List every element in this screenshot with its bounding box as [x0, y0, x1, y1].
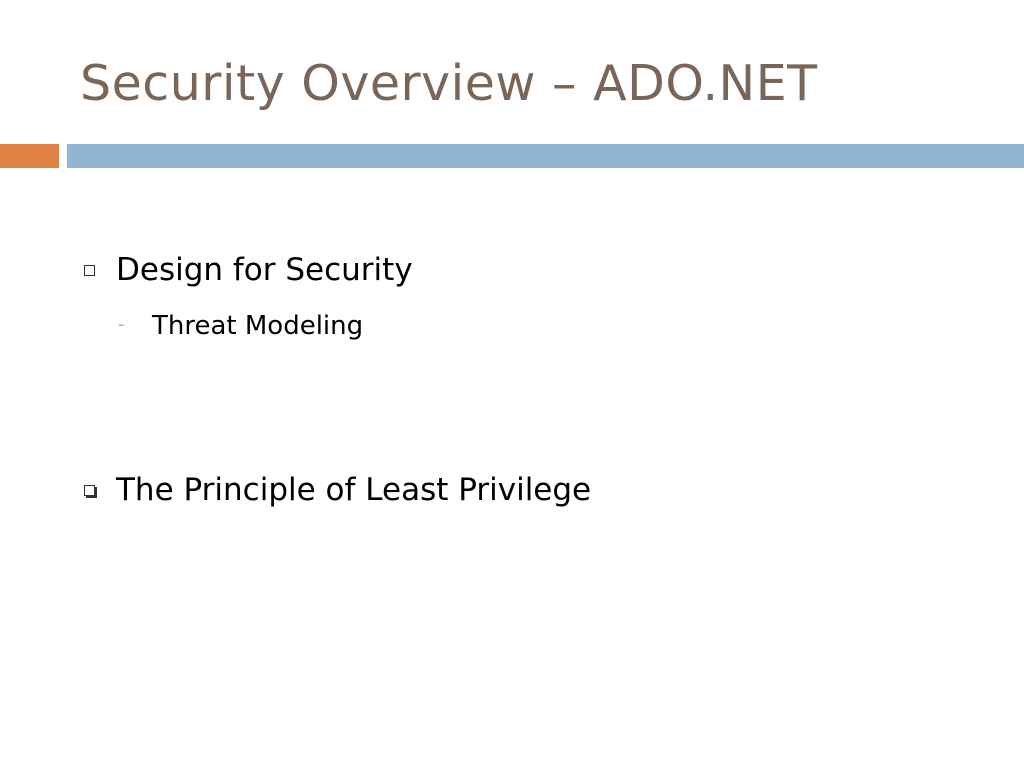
hollow-square-icon	[84, 265, 95, 276]
shadowed-square-icon	[84, 485, 95, 496]
title-underline-bar	[67, 144, 1024, 168]
sub-bullet-text: Threat Modeling	[152, 311, 364, 341]
slide-title: Security Overview – ADO.NET	[80, 55, 818, 112]
bullet-text: Design for Security	[116, 252, 413, 288]
title-accent-bar	[0, 144, 59, 168]
dash-bullet-icon: -	[118, 314, 125, 335]
bullet-text: The Principle of Least Privilege	[116, 472, 592, 508]
